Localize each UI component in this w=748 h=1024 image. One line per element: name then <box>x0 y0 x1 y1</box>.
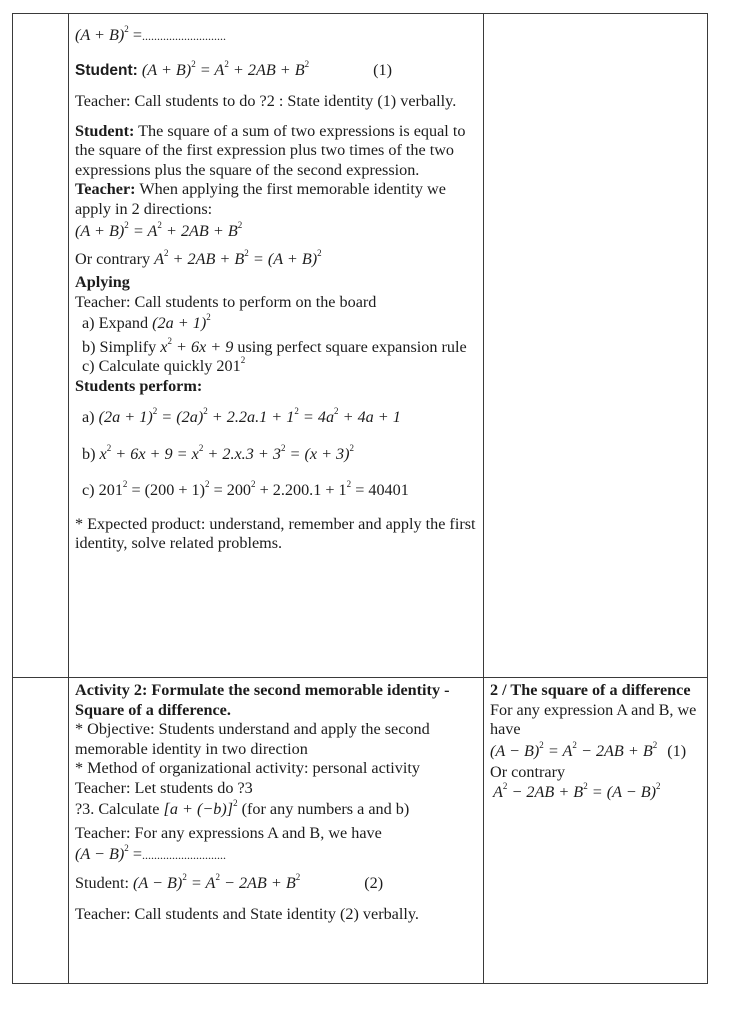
lesson-plan-table <box>12 13 708 984</box>
summary-or-contrary: Or contrary <box>490 763 566 781</box>
column-divider-1 <box>68 14 69 983</box>
solution-b: b) $x^2 + 6x + 9 = x^2 + 2.x.3 + 3^2 = (x + 3)^2$ <box>82 442 355 463</box>
solution-c: c) $201^2 = (200 + 1)^2 = 200^2 + 2.200.1 + 1^2 = 40401$ <box>82 479 409 499</box>
summary-reverse-identity: $A^2 - 2AB + B^2 = (A - B)^2$ <box>493 780 661 801</box>
row1-content-cell <box>75 26 479 554</box>
activity-method: * Method of organizational activity: personal activity <box>75 759 420 777</box>
teacher-instruction-2: Teacher: When applying the first memorable identity we apply in 2 directions: <box>75 180 446 218</box>
identity-reverse: Or contrary $A^2 + 2AB + B^2 = (A + B)^2$ <box>75 247 322 268</box>
question-3: ?3. Calculate $[a + (-b)]^2$ (for any numbers a and b) <box>75 798 410 818</box>
student-answer-3: Student: $(A - B)^2 = A^2 - 2AB + B^2$ (2) <box>75 871 384 892</box>
task-b: b) Simplify $x^2 + 6x + 9$ using perfect square expansion rule <box>82 335 467 356</box>
teacher-instruction-5: Teacher: For any expressions A and B, we have <box>75 823 382 842</box>
identity-forward: $(A + B)^2 = A^2 + 2AB + B^2$ <box>75 220 243 240</box>
activity-2-title: Activity 2: Formulate the second memorable identity - Square of a difference. <box>75 681 450 719</box>
students-perform-heading: Students perform: <box>75 376 203 395</box>
task-a: a) Expand $(2a + 1)^2$ <box>82 312 211 332</box>
blank-identity-line-2: $(A - B)^2$ =............................ <box>75 843 226 863</box>
row-divider <box>13 677 707 678</box>
column-divider-2 <box>483 14 484 983</box>
teacher-instruction-6: Teacher: Call students and State identity (2) verbally. <box>75 905 419 923</box>
teacher-instruction-1: Teacher: Call students to do ?2 : State identity (1) verbally. <box>75 92 457 110</box>
activity-objective: * Objective: Students understand and apply the second memorable identity in two direction <box>75 720 430 758</box>
summary-heading: 2 / The square of a difference <box>490 681 691 699</box>
summary-identity: $(A - B)^2 = A^2 - 2AB + B^2$ (1) <box>490 739 687 760</box>
solution-a: a) $(2a + 1)^2 = (2a)^2 + 2.2a.1 + 1^2 = 4a^2 + 4a + 1$ <box>82 406 401 426</box>
expected-product: * Expected product: understand, remember and apply the first identity, solve related problems. <box>75 514 476 552</box>
blank-identity-line: $(A + B)^2$ =............................ <box>75 24 226 44</box>
teacher-instruction-3: Teacher: Call students to perform on the board <box>75 292 377 311</box>
applying-heading: Aplying <box>75 273 130 291</box>
row2-summary-cell <box>490 681 704 802</box>
summary-intro: For any expression A and B, we have <box>490 700 697 738</box>
task-c: c) Calculate quickly $201^2$ <box>82 355 246 375</box>
row2-content-cell <box>75 681 479 925</box>
teacher-instruction-4: Teacher: Let students do ?3 <box>75 778 253 797</box>
student-answer-2: Student: The square of a sum of two expressions is equal to the square of the first expression plus two times of the two expressions plus the square of the second expression. <box>75 121 466 179</box>
student-answer-1: Student: $(A + B)^2 = A^2 + 2AB + B^2$ (1) <box>75 58 393 79</box>
